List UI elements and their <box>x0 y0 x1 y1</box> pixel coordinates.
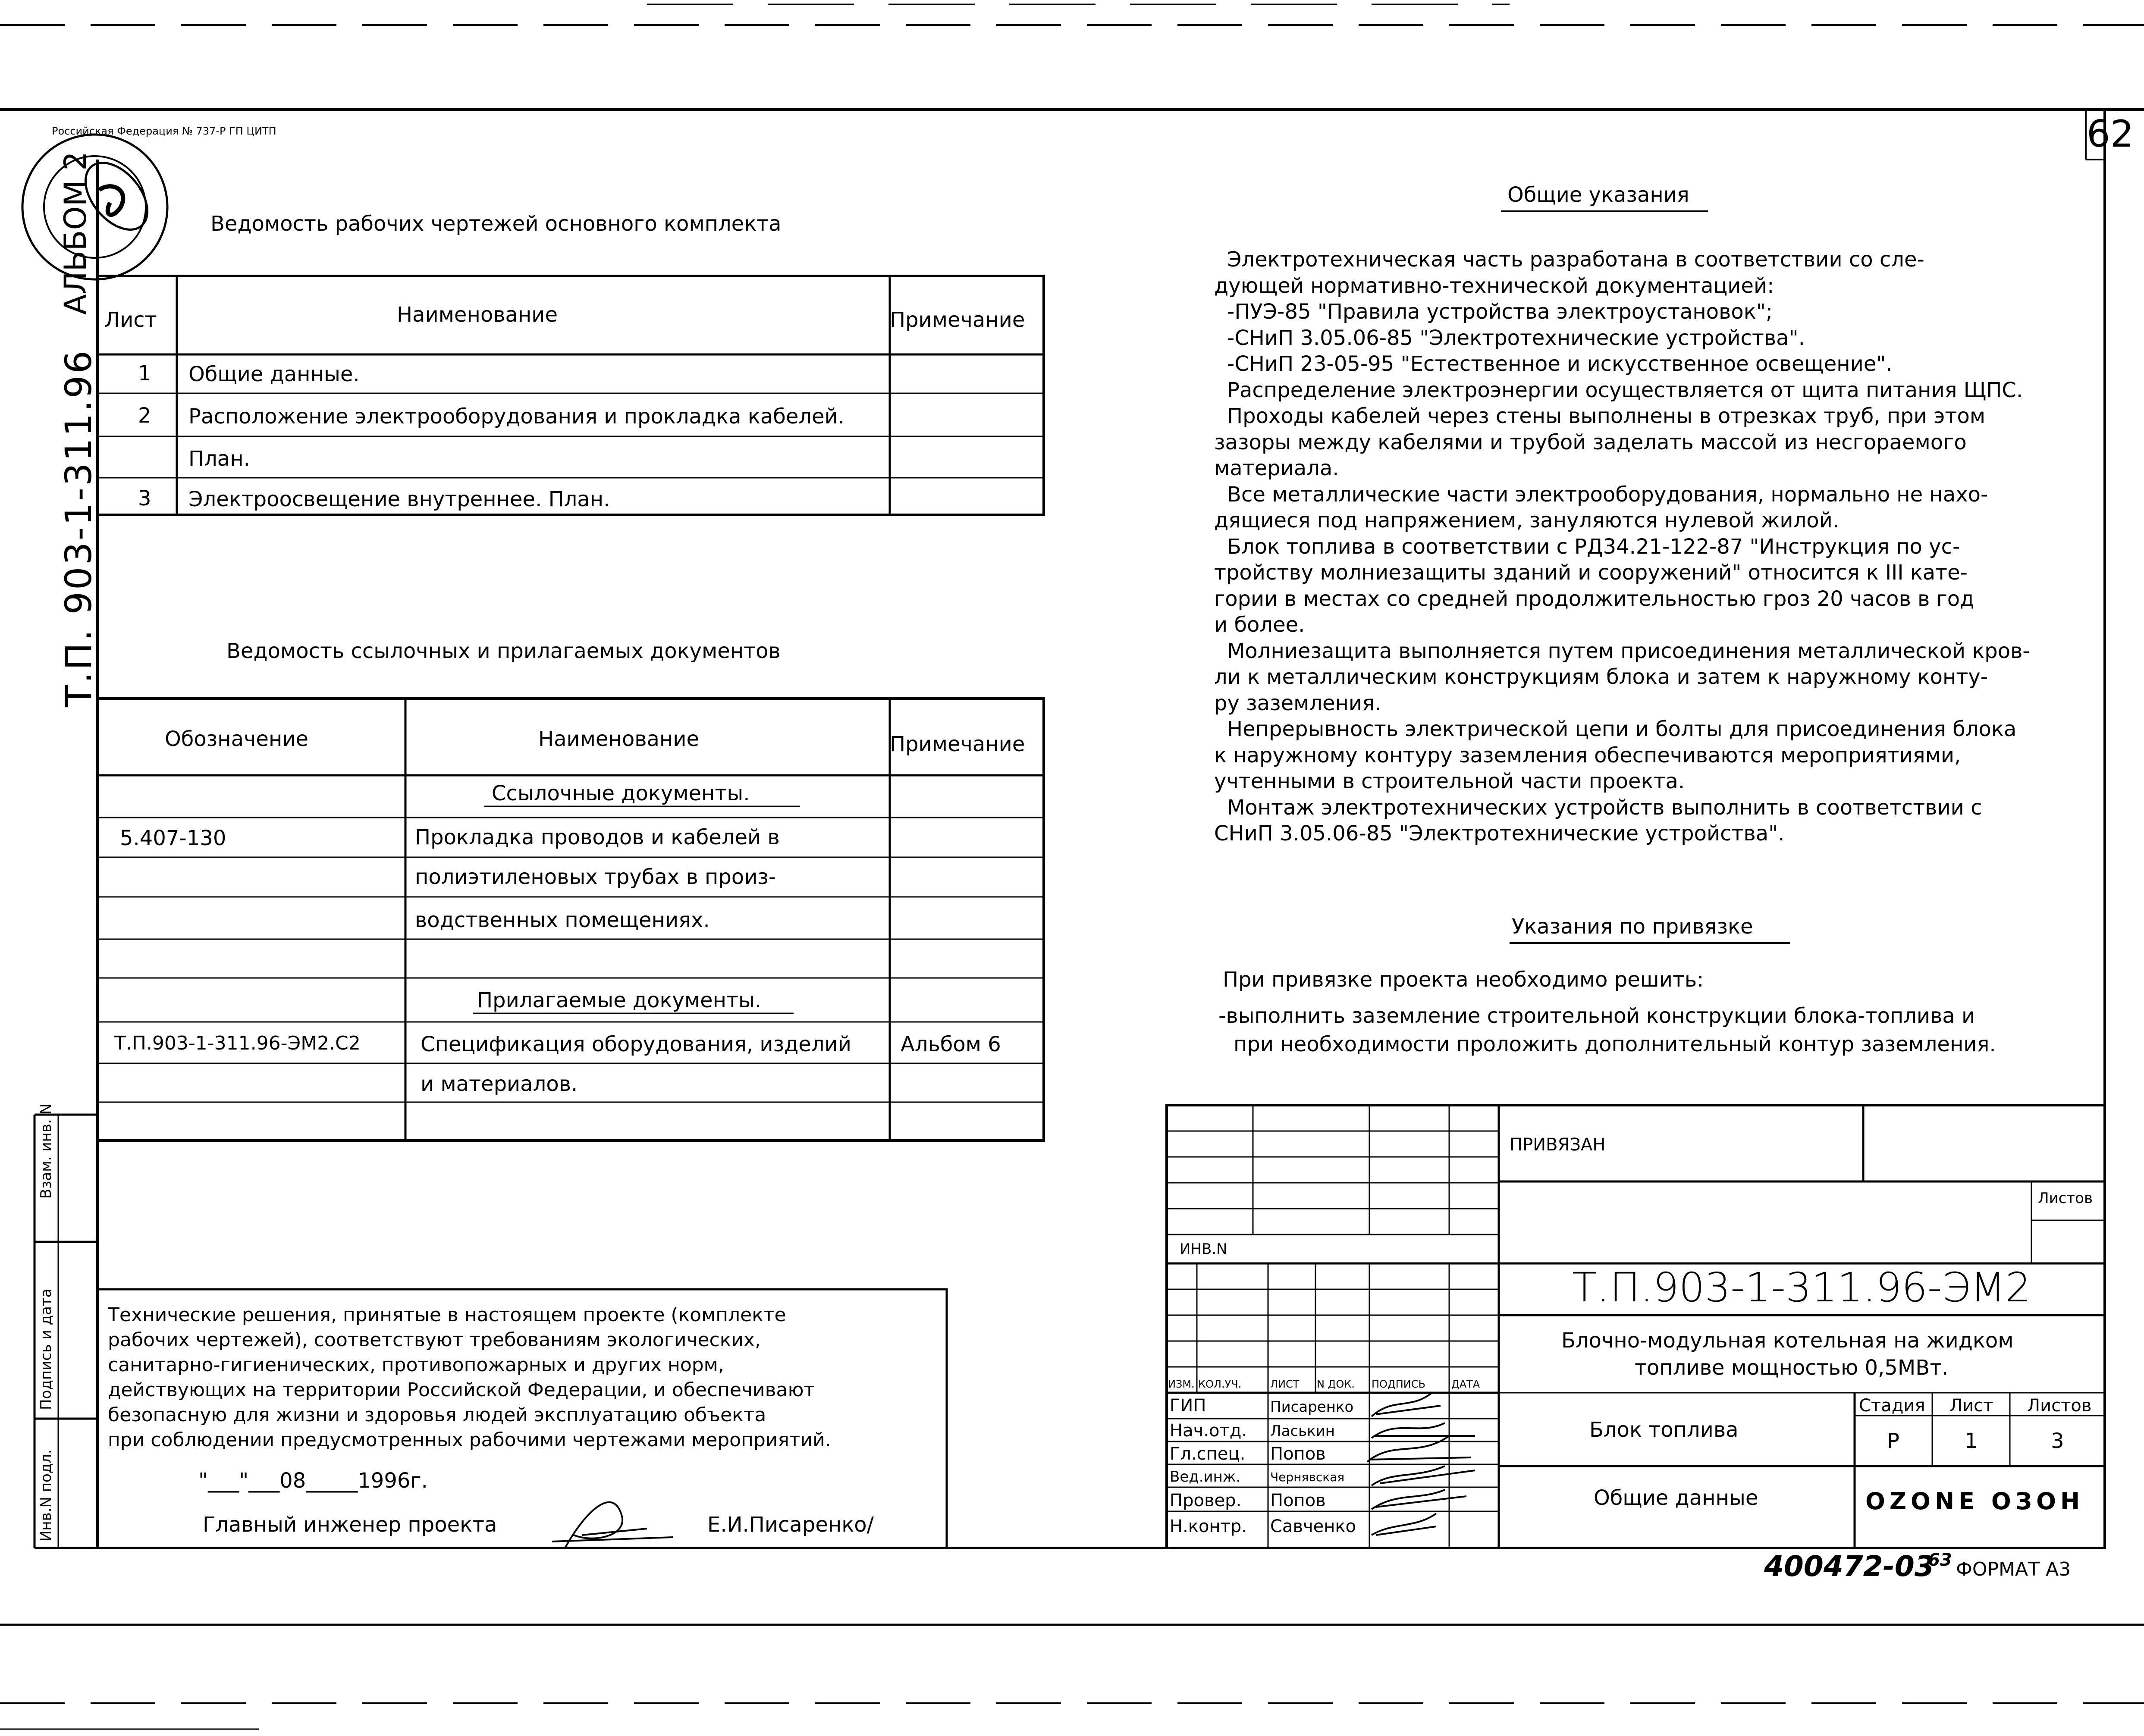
cert-line-1: Технические решения, принятые в настоящем проекте (комплекте <box>108 1304 786 1326</box>
tb-stage-label: Стадия <box>1859 1396 1925 1416</box>
tb-sheet-label: Лист <box>1949 1396 1993 1416</box>
tb-project-line-2: топливе мощностью 0,5МВт. <box>1635 1356 1949 1380</box>
table2-header-code: Обозначение <box>165 727 309 751</box>
tb-sheets: 3 <box>2051 1429 2064 1453</box>
table2-ref-line3: водственных помещениях. <box>415 908 710 932</box>
strip-label-inv: Инв.N подл. <box>38 1449 55 1542</box>
table2-att-code: Т.П.903-1-311.96-ЭМ2.С2 <box>114 1032 361 1054</box>
general-line: дующей нормативно-технической документацией: <box>1214 273 1774 298</box>
table2-section-ref: Ссылочные документы. <box>492 781 750 805</box>
tb-col-ndok: N ДОК. <box>1317 1378 1355 1390</box>
general-line: Проходы кабелей через стены выполнены в отрезках труб, при этом <box>1227 404 1986 428</box>
tb-sheet-name: Общие данные <box>1594 1486 1758 1510</box>
table2-header-name: Наименование <box>538 727 700 751</box>
tb-privyazan: ПРИВЯЗАН <box>1510 1135 1606 1155</box>
binding-line-3: при необходимости проложить дополнительный контур заземления. <box>1234 1032 1996 1056</box>
table1-header-note: Примечание <box>890 308 1025 332</box>
side-album-label: АЛЬБОМ 2 <box>58 151 93 315</box>
general-line: -СНиП 3.05.06-85 "Электротехнические устройства". <box>1227 326 1805 350</box>
general-line: Распределение электроэнергии осуществляется от щита питания ЩПС. <box>1227 378 2023 402</box>
table2-ref-line1: Прокладка проводов и кабелей в <box>415 825 780 849</box>
tb-role-4: Вед.инж. <box>1170 1468 1241 1485</box>
cert-line-6: при соблюдении предусмотренных рабочими чертежами мероприятий. <box>108 1429 831 1451</box>
general-line: ли к металлическим конструкциям блока и затем к наружному конту- <box>1214 665 1988 689</box>
certification-text <box>108 1306 831 1450</box>
strip-label-podpis: Подпись и дата <box>38 1288 55 1410</box>
table1-row2-sheet: 2 <box>138 404 151 428</box>
general-line: Все металлические части электрооборудования, нормально не нахо- <box>1227 482 1988 507</box>
tb-name-3: Попов <box>1270 1444 1326 1464</box>
table2-ref-code: 5.407-130 <box>120 826 226 850</box>
table1-header-name: Наименование <box>397 303 558 327</box>
table2-att-line2: и материалов. <box>421 1072 578 1096</box>
footer-handwritten-code: 400472-03 <box>1764 1550 1934 1583</box>
general-line: -ПУЭ-85 "Правила устройства электроустановок"; <box>1227 300 1773 324</box>
tb-role-2: Нач.отд. <box>1170 1421 1247 1441</box>
strip-label-vzam: Взам. инв. N <box>38 1103 55 1199</box>
tb-role-1: ГИП <box>1170 1396 1206 1416</box>
general-line: Непрерывность электрической цепи и болты для присоединения блока <box>1227 717 2017 741</box>
side-project-code: Т.П. 903-1-311.96 <box>57 349 100 707</box>
table1-title: Ведомость рабочих чертежей основного комплекта <box>210 212 782 236</box>
general-line: Молниезащита выполняется путем присоединения металлической кров- <box>1227 639 2030 663</box>
tb-role-5: Провер. <box>1170 1491 1242 1510</box>
general-line: Блок топлива в соответствии с РД34.21-122-87 "Инструкция по ус- <box>1227 534 1960 559</box>
general-line: Монтаж электротехнических устройств выполнить в соответствии с <box>1227 795 1982 820</box>
tb-sheets-label: Листов <box>2027 1396 2092 1416</box>
table2-title: Ведомость ссылочных и прилагаемых документов <box>226 639 781 663</box>
tb-col-kolich: КОЛ.УЧ. <box>1198 1378 1242 1390</box>
general-line: Электротехническая часть разработана в соответствии со сле- <box>1227 248 1924 272</box>
footer-handwritten-sup: 63 <box>1928 1550 1952 1570</box>
table2-section-att: Прилагаемые документы. <box>477 988 762 1012</box>
table2-header-note: Примечание <box>890 732 1025 756</box>
general-notes <box>1214 247 2030 847</box>
table1-row1-sheet: 1 <box>138 361 151 385</box>
binding-line-2: -выполнить заземление строительной конструкции блока-топлива и <box>1218 1004 1975 1028</box>
cert-line-5: безопасную для жизни и здоровья людей эксплуатацию объекта <box>108 1404 766 1426</box>
tb-project-line-1: Блочно-модульная котельная на жидком <box>1561 1329 2014 1353</box>
table1-row4-name: Электроосвещение внутреннее. План. <box>188 487 610 511</box>
tb-block: Блок топлива <box>1589 1418 1739 1442</box>
cert-engineer-label: Главный инженер проекта <box>203 1513 497 1537</box>
table1-row4-sheet: 3 <box>138 486 151 511</box>
general-title: Общие указания <box>1507 183 1689 207</box>
table1-row2-name: Расположение электрооборудования и прокладка кабелей. <box>188 404 845 429</box>
tb-col-list: ЛИСТ <box>1270 1378 1300 1390</box>
cert-date: "___"___08_____1996г. <box>198 1469 428 1493</box>
table2-att-line1: Спецификация оборудования, изделий <box>421 1032 851 1056</box>
cert-engineer-name: Е.И.Писаренко/ <box>707 1513 874 1537</box>
tb-role-3: Гл.спец. <box>1170 1444 1246 1464</box>
tb-name-5: Попов <box>1270 1491 1326 1510</box>
tb-name-2: Ласькин <box>1270 1423 1335 1440</box>
general-line: зазоры между кабелями и трубой заделать массой из несгораемого <box>1214 430 1967 454</box>
round-stamp <box>22 135 167 279</box>
general-line: -СНиП 23-05-95 "Естественное и искусственное освещение". <box>1227 352 1893 376</box>
tb-name-1: Писаренко <box>1270 1398 1354 1416</box>
table1-row1-name: Общие данные. <box>188 362 360 386</box>
tb-col-data: ДАТА <box>1451 1378 1480 1390</box>
general-line: тройству молниезащиты зданий и сооружений" относится к III кате- <box>1214 561 1968 585</box>
tb-name-4: Чернявская <box>1270 1470 1345 1484</box>
general-line: дящиеся под напряжением, зануляются нулевой жилой. <box>1214 508 1840 533</box>
table2-ref-line2: полиэтиленовых трубах в произ- <box>415 865 776 889</box>
table1-row3-name: План. <box>188 447 250 471</box>
tb-sheet: 1 <box>1965 1429 1978 1453</box>
stamp-text: Российская Федерация № 737-Р ГП ЦИТП <box>52 125 276 137</box>
tb-listov-top: Листов <box>2038 1190 2093 1207</box>
general-line: учтенными в строительной части проекта. <box>1214 769 1685 793</box>
cert-line-4: действующих на территории Российской Федерации, и обеспечивают <box>108 1379 815 1401</box>
tb-code: Т.П.903-1-311.96-ЭМ2 <box>1572 1264 2031 1311</box>
general-line: и более. <box>1214 613 1305 637</box>
general-line: гории в местах со средней продолжительностью гроз 20 часов в год <box>1214 586 1974 611</box>
tb-inv-n: ИНВ.N <box>1180 1241 1227 1258</box>
tb-col-podpis: ПОДПИСЬ <box>1372 1378 1425 1390</box>
general-line: СНиП 3.05.06-85 "Электротехнические устройства". <box>1214 821 1785 846</box>
cert-line-2: рабочих чертежей), соответствуют требованиям экологических, <box>108 1329 761 1351</box>
table1-header-sheet: Лист <box>104 308 157 332</box>
tb-col-izm: ИЗМ. <box>1168 1378 1195 1390</box>
tb-stage: Р <box>1887 1429 1899 1453</box>
cert-line-3: санитарно-гигиенических, противопожарных и других норм, <box>108 1354 724 1376</box>
general-line: ру заземления. <box>1214 691 1381 715</box>
general-line: к наружному контуру заземления обеспечиваются мероприятиями, <box>1214 743 1961 768</box>
table2-att-note: Альбом 6 <box>901 1032 1001 1056</box>
binding-title: Указания по привязке <box>1512 915 1753 939</box>
tb-name-6: Савченко <box>1270 1517 1356 1536</box>
sheet-number-corner: 62 <box>2087 113 2134 156</box>
tb-org-logo: OZONE ОЗОН <box>1865 1488 2084 1515</box>
general-line: материала. <box>1214 456 1339 480</box>
tb-role-6: Н.контр. <box>1170 1517 1247 1536</box>
binding-line-1: При привязке проекта необходимо решить: <box>1223 968 1704 992</box>
footer-format: ФОРМАТ А3 <box>1956 1558 2071 1580</box>
